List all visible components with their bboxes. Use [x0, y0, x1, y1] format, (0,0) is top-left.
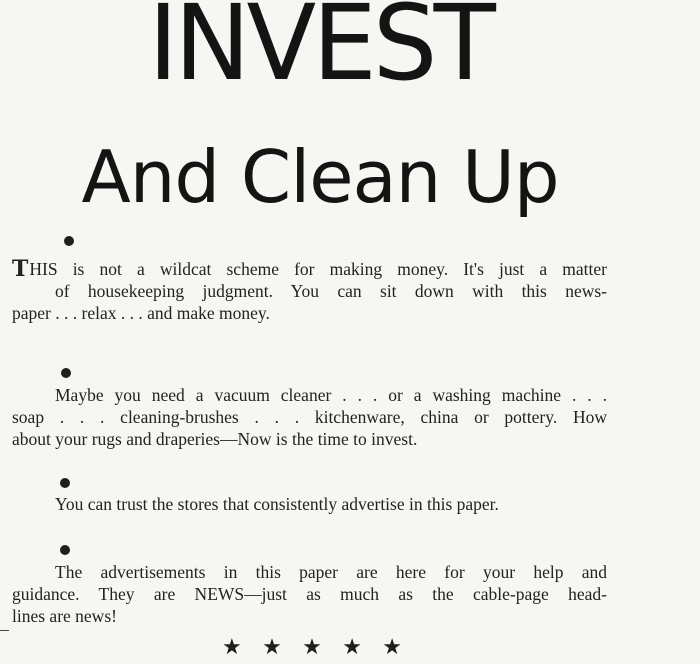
paragraph-1-line-2: of housekeeping judgment. You can sit down with this news- [55, 281, 607, 301]
star-divider [222, 637, 402, 659]
drop-cap: T [12, 256, 29, 282]
paragraph-4-line-1: The advertisements in this paper are here for your help and [55, 562, 607, 582]
paragraph-4-line-3: lines are news! [12, 606, 117, 626]
subheadline: And Clean Up [81, 135, 559, 219]
bullet-icon [60, 545, 70, 555]
bullet-icon [61, 368, 71, 378]
paragraph-2-line-3: about your rugs and draperies—Now is the time to invest. [12, 429, 418, 449]
bullet-icon [64, 236, 74, 246]
bullet-icon [60, 478, 70, 488]
star-icon: ★ [302, 635, 322, 660]
paragraph-3-line-1: You can trust the stores that consistently advertise in this paper. [55, 494, 499, 514]
paragraph-4 [12, 561, 607, 627]
star-icon: ★ [342, 635, 362, 660]
paragraph-3 [12, 493, 607, 515]
paragraph-1 [12, 258, 607, 324]
paragraph-1-line-1: T HIS is not a wildcat scheme for making money. It's just a matter [12, 256, 607, 282]
star-icon: ★ [262, 635, 282, 660]
headline: INVEST [148, 0, 492, 104]
paragraph-2-line-2: soap . . . cleaning-brushes . . . kitchenware, china or pottery. How [12, 407, 607, 427]
paragraph-2-line-1: Maybe you need a vacuum cleaner . . . or a washing machine . . . [55, 385, 607, 405]
paragraph-2 [12, 384, 607, 450]
margin-mark [0, 630, 9, 631]
paragraph-4-line-2: guidance. They are NEWS—just as much as the cable-page head- [12, 584, 607, 604]
star-icon: ★ [382, 635, 402, 660]
star-icon: ★ [222, 635, 242, 660]
paragraph-1-line-3: paper . . . relax . . . and make money. [12, 303, 270, 323]
